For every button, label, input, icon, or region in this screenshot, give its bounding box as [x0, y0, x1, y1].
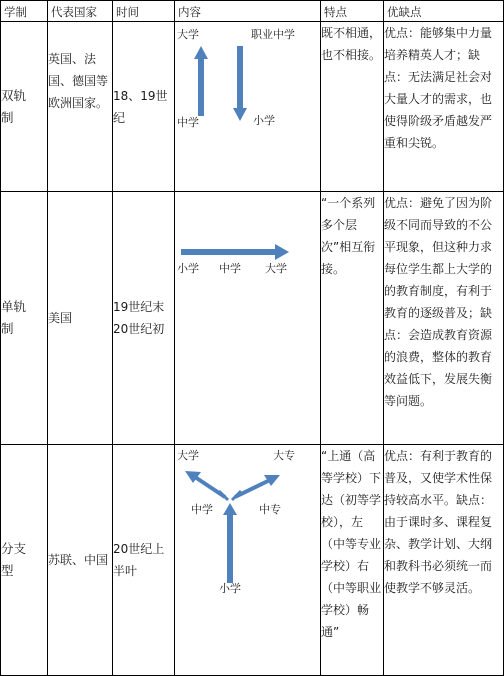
pros-cons-text: 优点：能够集中力量培养精英人才；缺点：无法满足社会对大量人才的需求，也使得阶级矛盾越发严重和尖锐。 — [384, 26, 493, 150]
countries-text: 美国 — [48, 311, 73, 325]
pros-cons-text: 优点：有利于教育的普及，又使学术性保持较高水平。缺点：由于课时多、课程复杂、教学计划、大纲和教科书必须统一而使教学不够灵活。 — [384, 449, 493, 595]
system-name: 双轨制 — [1, 87, 27, 125]
up-arrow-shape — [194, 46, 208, 116]
header-pros-cons: 优缺点 — [384, 1, 504, 22]
countries-text: 英国、法国、德国等欧洲国家。 — [48, 52, 109, 110]
header-countries: 代表国家 — [48, 1, 113, 22]
diagram-label-middle: 中学 — [219, 262, 241, 275]
time-text: 19世纪末20世纪初 — [113, 300, 165, 336]
diagram-label-college: 大专 — [273, 449, 295, 462]
table-row — [1, 445, 504, 676]
feature-text: “一个系列多个层次”相互衔接。 — [321, 196, 376, 276]
time-text: 18、19世纪 — [113, 88, 168, 125]
diagram-label-vocational: 职业中学 — [251, 28, 295, 41]
system-name: 单轨制 — [1, 299, 27, 336]
right-branch-line — [235, 480, 270, 497]
diagram-label-middle: 中学 — [177, 116, 199, 129]
diagram-label-university: 大学 — [177, 449, 199, 462]
down-arrow-shape — [233, 46, 247, 121]
countries-text: 苏联、中国 — [48, 553, 109, 567]
diagram-label-vocational: 中专 — [259, 503, 281, 516]
right-arrow-shape — [181, 244, 289, 260]
table-row — [1, 22, 504, 192]
header-row — [1, 1, 504, 22]
header-content: 内容 — [175, 1, 321, 22]
diagram-label-primary: 小学 — [253, 114, 275, 127]
pros-cons-text: 优点：避免了因为阶级不同而导致的不公平现象，但这种力求每位学生都上大学的的教育制度，有利于教育的逐级普及；缺点：会造成教育资源的浪费，整体的教育效益低下，发展失衡等问题。 — [384, 196, 493, 408]
diagram-label-primary: 小学 — [177, 262, 199, 275]
diagram-label-university: 大学 — [265, 262, 287, 275]
dual-track-diagram — [175, 22, 320, 187]
table-row — [1, 192, 504, 445]
header-feature: 特点 — [321, 1, 384, 22]
header-system: 学制 — [1, 1, 48, 22]
branch-diagram — [175, 445, 320, 671]
single-track-diagram — [175, 192, 320, 440]
up-trunk-shape — [223, 503, 237, 583]
diagram-label-primary: 小学 — [219, 582, 241, 595]
feature-text: “上通（高等学校）下达（初等学校），左（中等专业学校）右（中等职业学校）畅通” — [321, 449, 382, 639]
diagram-label-university: 大学 — [177, 28, 199, 41]
feature-text: 既不相通，也不相接。 — [321, 26, 382, 62]
system-name: 分支型 — [1, 541, 27, 578]
header-time: 时间 — [113, 1, 175, 22]
diagram-label-middle: 中学 — [191, 503, 213, 516]
time-text: 20世纪上半叶 — [113, 542, 165, 578]
